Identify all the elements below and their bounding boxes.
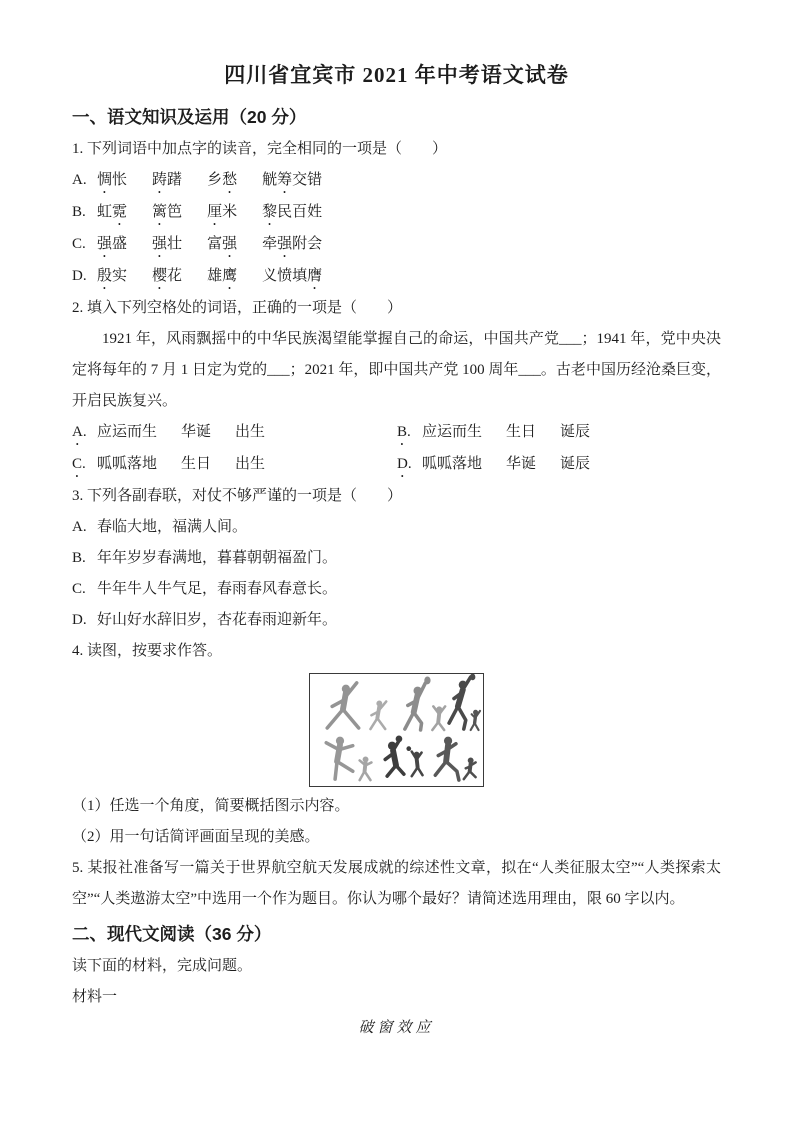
word-term [207,261,237,293]
option-text: 牛年牛人牛气足，春雨春风春意长。 [97,581,338,597]
q5-stem: 5. 某报社准备写一篇关于世界航空航天发展成就的综述性文章，拟在“人类征服太空”“人类探索太空”“人类遨游太空”中选用一个作为题目。你认为哪个最好？请简述选用理由，限 60 字以内。 [72,860,721,907]
word-term [97,197,127,229]
dotted-char: 愁 [222,172,238,188]
word-term: 应运而生 [97,424,158,440]
option-label: A. [72,172,87,188]
child-stretch-figure [370,701,386,729]
dotted-char: 强 [97,236,113,252]
q2-options-row-1 [72,417,721,449]
dotted-char: 踌 [152,172,168,188]
q2-passage: 1921 年，风雨飘摇中的中华民族渴望能掌握自己的命运，中国共产党___；1941 年，党中央决定将每年的 7 月 1 日定为党的___；2021 年，即中国共产党 100 周年___。古老中国历经沧桑巨变，开启民族复兴。 [72,331,721,409]
term-text: 交错 [292,172,323,188]
q3-stem: 3. 下列各副春联，对仗不够严谨的一项是（ ） [72,488,403,504]
word-term: 应运而生 [422,424,483,440]
adult-racquet-figure [405,676,431,730]
q3-option-c [72,574,721,605]
option-label: B. [72,550,86,566]
term-text: 笆 [167,204,183,220]
dotted-char: 樱 [152,268,168,284]
q2-option-d [397,449,614,481]
word-term: 呱呱落地 [422,456,483,472]
word-term [152,261,182,293]
option-label: B. [72,204,86,220]
option-text: 好山好水辞旧岁，杏花春雨迎新年。 [97,612,338,628]
material-label: 材料一 [72,989,118,1005]
word-term [262,229,322,261]
term-text: 附会 [292,236,323,252]
option-label: C. [72,456,86,472]
q4-sub2: （2）用一句话简评画面呈现的美感。 [72,829,320,845]
word-term: 华诞 [506,456,537,472]
word-term: 诞辰 [560,424,591,440]
word-term: 诞辰 [560,456,591,472]
term-text: 牵 [262,236,278,252]
q1-option-d [72,261,721,293]
q4-stem: 4. 读图，按要求作答。 [72,643,223,659]
term-text: 盛 [112,236,128,252]
option-label: C. [72,236,86,252]
q2-stem: 2. 填入下列空格处的词语，正确的一项是（ ） [72,300,403,316]
adult-stretch-figure [327,683,358,728]
dotted-char: 厘 [207,204,223,220]
word-term [152,165,182,197]
word-term: 出生 [235,456,266,472]
child-volleyball-figure [412,752,423,777]
word-term [152,197,182,229]
option-label: B. [397,424,411,440]
adult-volleyball-figure [385,736,411,777]
q1-option-b [72,197,721,229]
word-term [97,229,127,261]
dotted-char: 殷 [97,268,113,284]
word-term: 生日 [506,424,537,440]
option-label: D. [72,268,87,284]
term-text: 富 [207,236,223,252]
option-label: D. [72,612,87,628]
word-term [97,165,127,197]
q3-option-a [72,512,721,543]
term-text: 花 [167,268,183,284]
option-label: A. [72,424,87,440]
section2-heading: 二、现代文阅读（36 分） [72,924,272,944]
material-title: 破窗效应 [358,1020,435,1036]
dotted-char: 鹰 [222,268,238,284]
q1-option-c [72,229,721,261]
page-title: 四川省宜宾市 2021 年中考语文试卷 [224,63,569,87]
child-running-figure [464,758,476,780]
term-text: 怅 [112,172,128,188]
dotted-char: 惆 [97,172,113,188]
q3-option-b [72,543,721,574]
adult-tennis-serve-figure [449,674,475,729]
q2-option-a [72,417,397,449]
word-term [152,229,182,261]
q2-options-row-2 [72,449,721,481]
q4-sub1: （1）任选一个角度，简要概括图示内容。 [72,798,350,814]
option-text: 春临大地，福满人间。 [97,519,248,535]
dotted-char: 强 [152,236,168,252]
q4-figure-wrap [72,673,721,787]
dotted-char: 霓 [112,204,128,220]
q1-option-a [72,165,721,197]
word-term [262,197,322,229]
term-text: 躇 [167,172,183,188]
word-term [207,229,237,261]
word-term: 华诞 [181,424,212,440]
option-label: D. [397,456,412,472]
q2-option-c [72,449,397,481]
word-term: 出生 [235,424,266,440]
child-soccer-figure [360,757,372,781]
section2-intro: 读下面的材料，完成问题。 [72,958,253,974]
dotted-char: 筹 [277,172,293,188]
term-text: 虹 [97,204,113,220]
dotted-char: 强 [277,236,293,252]
term-text: 乡 [207,172,223,188]
term-text: 民百姓 [277,204,323,220]
word-term [207,197,237,229]
word-term [262,165,322,197]
volleyball-ball [406,746,411,751]
q2-option-b [397,417,614,449]
adult-running-figure [435,737,459,780]
term-text: 雄 [207,268,223,284]
child-tennis-figure [471,710,480,730]
sports-figures-image [309,673,484,787]
option-label: A. [72,519,87,535]
q1-stem: 1. 下列词语中加点字的读音，完全相同的一项是（ ） [72,141,448,157]
section1-heading: 一、语文知识及运用（20 分） [72,107,307,127]
term-text: 壮 [167,236,183,252]
dotted-char: 篱 [152,204,168,220]
child-racquet-figure [432,706,445,730]
adult-soccer-figure [326,737,353,779]
word-term: 生日 [181,456,212,472]
term-text: 觥 [262,172,278,188]
option-text: 年年岁岁春满地，暮暮朝朝福盈门。 [97,550,338,566]
word-term [262,261,322,293]
option-label: C. [72,581,86,597]
word-term [207,165,237,197]
term-text: 米 [222,204,238,220]
word-term: 呱呱落地 [97,456,158,472]
dotted-char: 膺 [307,268,323,284]
term-text: 实 [112,268,128,284]
word-term [97,261,127,293]
q3-option-d [72,605,721,636]
dotted-char: 黎 [262,204,278,220]
dotted-char: 强 [222,236,238,252]
term-text: 义愤填 [262,268,308,284]
